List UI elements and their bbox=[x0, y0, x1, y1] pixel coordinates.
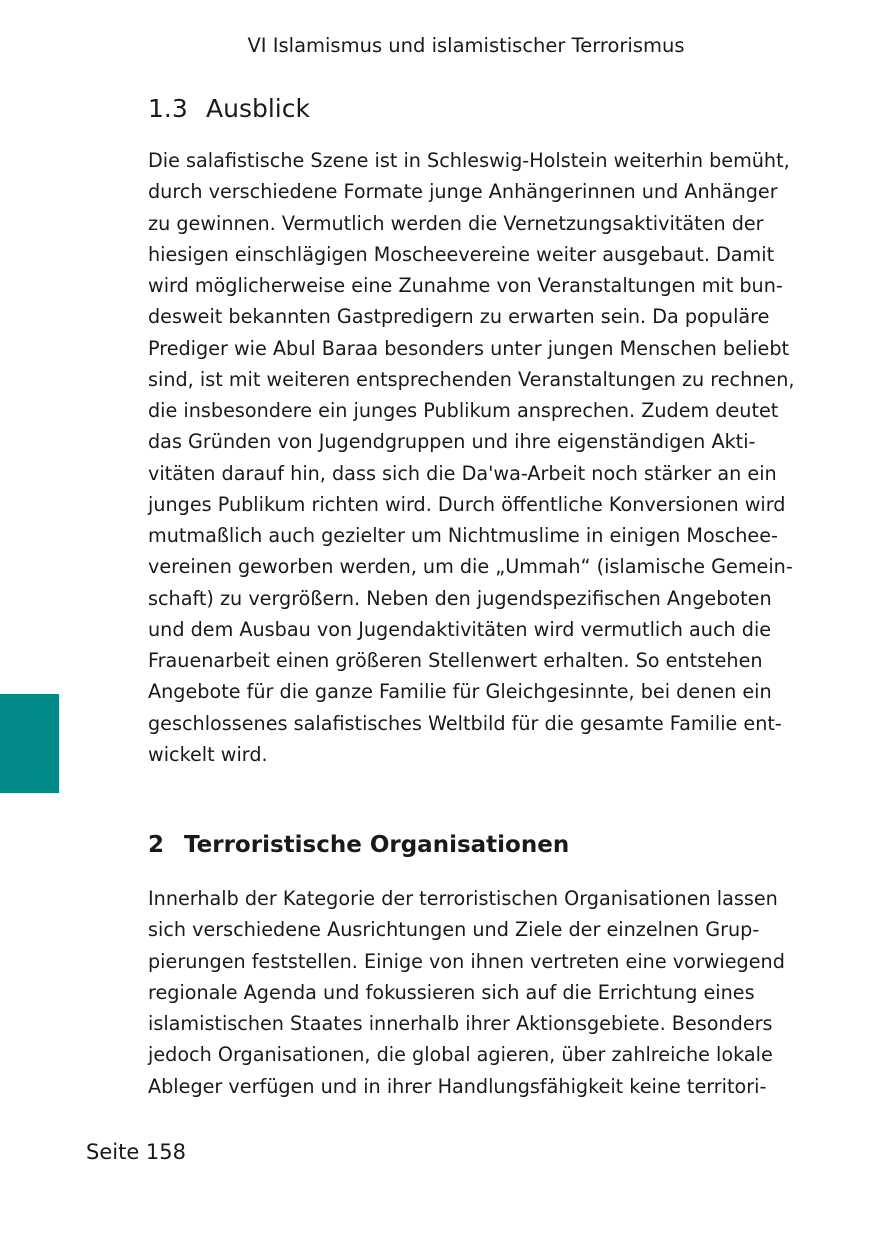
text-line: sich verschiedene Ausrichtungen und Ziele der einzelnen Grup- bbox=[148, 918, 760, 942]
text-line: islamistischen Staates innerhalb ihrer Aktionsgebiete. Besonders bbox=[148, 1012, 773, 1035]
text-line: die insbesondere ein junges Publikum ansprechen. Zudem deutet bbox=[148, 399, 779, 422]
section-number: 1.3 bbox=[148, 94, 188, 123]
text-line: pierungen feststellen. Einige von ihnen vertreten eine vorwiegend bbox=[148, 949, 785, 973]
section-paragraph bbox=[148, 145, 818, 770]
text-line: Innerhalb der Kategorie der terroristischen Organisationen lassen bbox=[148, 887, 778, 910]
chapter-title: Terroristische Organisationen bbox=[184, 832, 570, 858]
text-line: Prediger wie Abul Baraa besonders unter jungen Menschen beliebt bbox=[148, 336, 790, 360]
text-line: durch verschiedene Formate junge Anhängerinnen und Anhänger bbox=[148, 180, 778, 204]
text-line: geschlossenes salafistisches Weltbild für die gesamte Familie ent- bbox=[148, 711, 782, 735]
text-line: mutmaßlich auch gezielter um Nichtmuslime in einigen Moschee- bbox=[148, 524, 778, 547]
text-line: vereinen geworben werden, um die „Ummah“ (islamische Gemein- bbox=[148, 555, 793, 579]
chapter-paragraph bbox=[148, 883, 818, 1102]
chapter-number: 2 bbox=[148, 832, 165, 858]
text-line: das Gründen von Jugendgruppen und ihre eigenständigen Akti- bbox=[148, 430, 756, 454]
running-header: VI Islamismus und islamistischer Terrorismus bbox=[247, 34, 685, 57]
page-number: Seite 158 bbox=[86, 1140, 186, 1164]
text-line: Angebote für die ganze Familie für Gleichgesinnte, bei denen ein bbox=[148, 680, 772, 704]
text-line: junges Publikum richten wird. Durch öffentliche Konversionen wird bbox=[148, 492, 786, 516]
text-line: vitäten darauf hin, dass sich die Da'wa-Arbeit noch stärker an ein bbox=[148, 461, 777, 485]
text-line: Frauenarbeit einen größeren Stellenwert erhalten. So entstehen bbox=[148, 649, 763, 672]
text-line: desweit bekannten Gastpredigern zu erwarten sein. Da populäre bbox=[148, 305, 770, 329]
text-line: zu gewinnen. Vermutlich werden die Vernetzungsaktivitäten der bbox=[148, 211, 764, 235]
chapter-heading bbox=[148, 832, 569, 858]
section-title: Ausblick bbox=[206, 94, 310, 123]
text-line: sind, ist mit weiteren entsprechenden Veranstaltungen zu rechnen, bbox=[148, 367, 795, 391]
chapter-side-tab bbox=[0, 694, 59, 793]
text-line: wickelt wird. bbox=[148, 742, 268, 766]
text-line: jedoch Organisationen, die global agieren, über zahlreiche lokale bbox=[148, 1043, 773, 1067]
text-line: und dem Ausbau von Jugendaktivitäten wird vermutlich auch die bbox=[148, 617, 772, 641]
text-line: schaft) zu vergrößern. Neben den jugendspezifischen Angeboten bbox=[148, 586, 772, 610]
text-line: Die salafistische Szene ist in Schleswig-Holstein weiterhin bemüht, bbox=[148, 149, 790, 172]
text-line: Ableger verfügen und in ihrer Handlungsfähigkeit keine territori- bbox=[148, 1074, 767, 1098]
section-heading bbox=[148, 94, 310, 123]
text-line: hiesigen einschlägigen Moscheevereine weiter ausgebaut. Damit bbox=[148, 242, 775, 266]
text-line: regionale Agenda und fokussieren sich auf die Errichtung eines bbox=[148, 980, 755, 1004]
text-line: wird möglicherweise eine Zunahme von Veranstaltungen mit bun- bbox=[148, 274, 783, 297]
